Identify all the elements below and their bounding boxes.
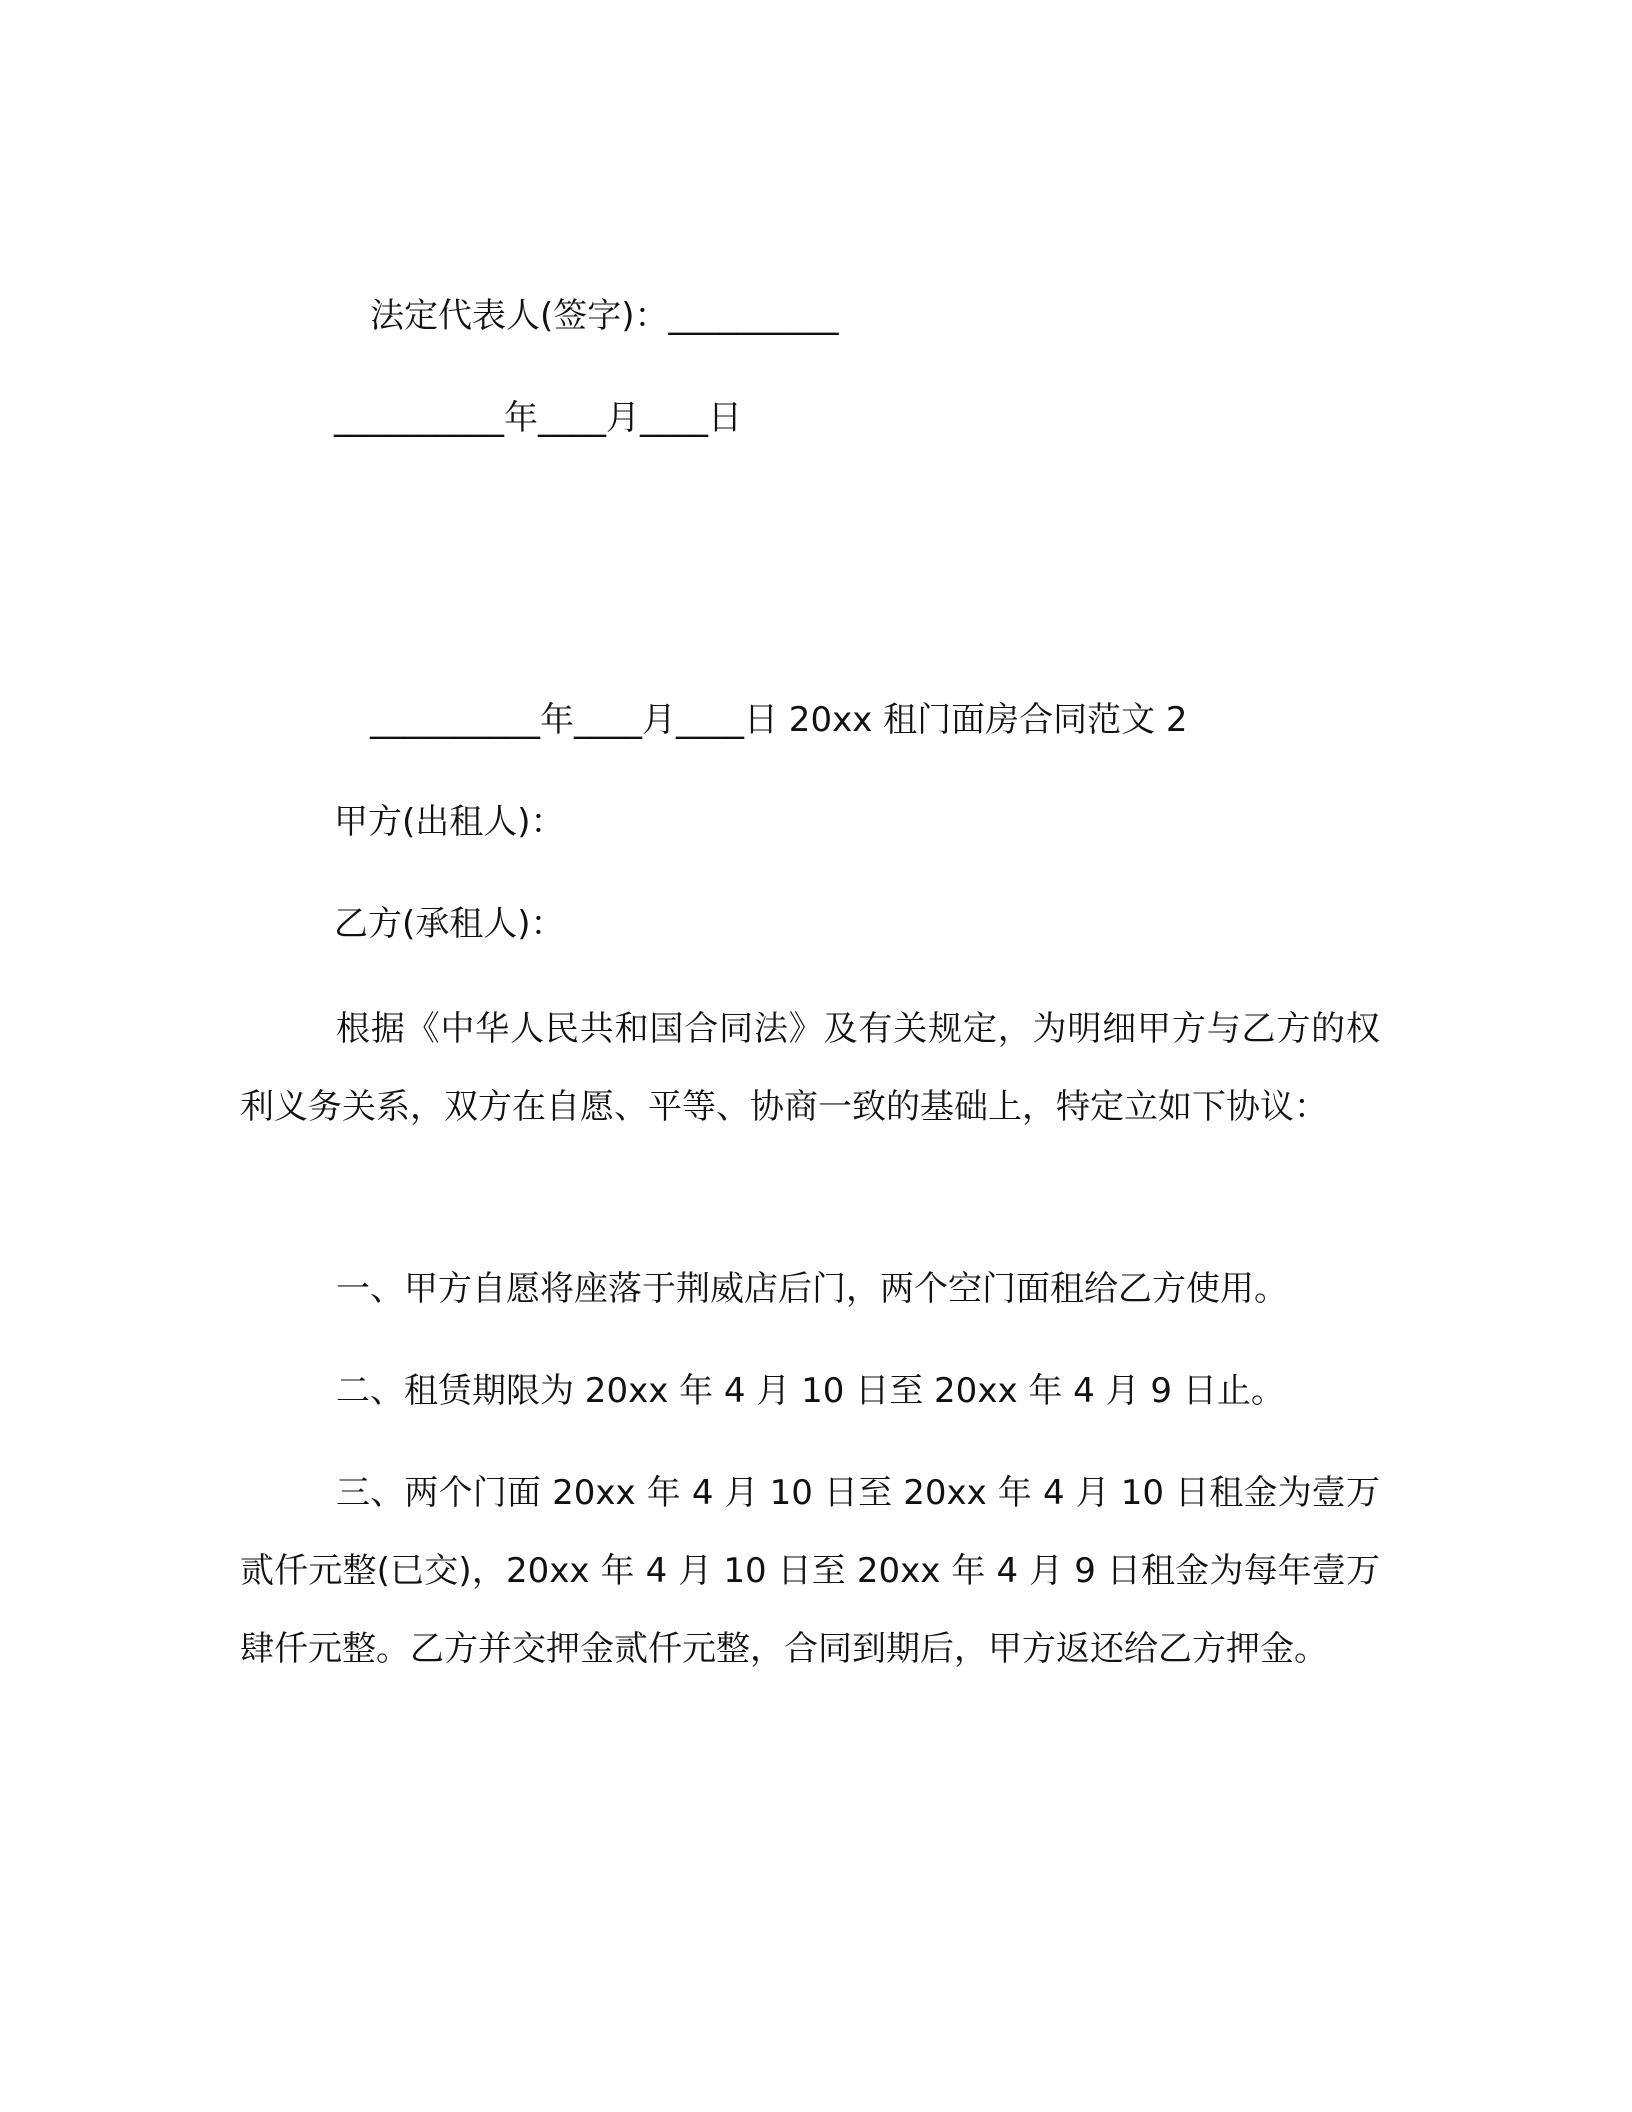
party-b-label: 乙方(承租人)： bbox=[334, 904, 565, 944]
party-a-label: 甲方(出租人)： bbox=[334, 802, 565, 842]
clause-2-paragraph: 二、租赁期限为 20xx 年 4 月 10 日至 20xx 年 4 月 9 日止。 bbox=[336, 1371, 1285, 1411]
legal-representative-signature-line: 法定代表人(签字)：__________ bbox=[370, 296, 839, 336]
clause-1-paragraph: 一、甲方自愿将座落于荆威店后门，两个空门面租给乙方使用。 bbox=[336, 1269, 1288, 1309]
signature-date-line: __________年____月____日 bbox=[334, 398, 742, 438]
contract-title-line: __________年____月____日 20xx 租门面房合同范文 2 bbox=[370, 700, 1188, 740]
preamble-paragraph: 根据《中华人民共和国合同法》及有关规定，为明细甲方与乙方的权利义务关系，双方在自愿、平等、协商一致的基础上，特定立如下协议： bbox=[240, 1009, 1380, 1127]
clause-3-paragraph: 三、两个门面 20xx 年 4 月 10 日至 20xx 年 4 月 10 日租金为壹万贰仟元整(已交)，20xx 年 4 月 10 日至 20xx 年 4 月 9 日租金为每年壹万肆仟元整。乙方并交押金贰仟元整，合同到期后，甲方返还给乙方押金。 bbox=[240, 1473, 1380, 1669]
